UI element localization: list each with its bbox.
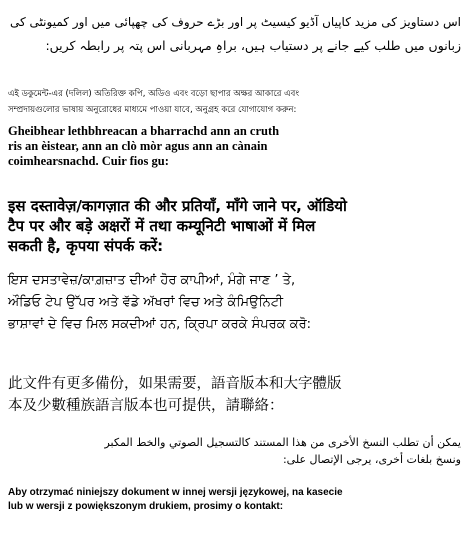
punjabi-line: ਔਡਿਓ ਟੇਪ ਉੱਪਰ ਅਤੇ ਵੱਡੇ ਅੱਖਰਾਂ ਵਿਚ ਅਤੇ ਕੰਮਿਉਨਿਟੀ — [8, 295, 284, 310]
hindi-line: टैप पर और बड़े अक्षरों में तथा कम्यूनिटी भाषाओं में मिल — [8, 217, 316, 235]
bengali-line: সম্প্রদায়গুলোর ভাষায় অনুরোধের মাধ্যমে পাওয়া যাবে, অনুগ্রহ করে যোগাযোগ করুন: — [8, 105, 297, 115]
punjabi-paragraph — [8, 270, 461, 336]
bengali-line: এই ডকুমেন্ট-এর (দলিল) অতিরিক্ত কপি, অডিও এবং বড়ো ছাপার অক্ষর আকারে এবং — [8, 89, 299, 99]
urdu-line: اس دستاویز کی مزید کاپیاں آڈیو کیسیٹ پر اور بڑے حروف کی چھپائی میں اور کمیونٹی کی — [10, 15, 461, 29]
arabic-line: ونسخ بلغات أخرى، يرجى الإتصال على: — [282, 453, 461, 466]
chinese-line: 本及少數種族語言版本也可提供，請聯絡： — [8, 398, 284, 414]
punjabi-line: ਇਸ ਦਸਤਾਵੇਜ਼/ਕਾਗ਼ਜ਼ਾਤ ਦੀਆਂ ਹੋਰ ਕਾਪੀਆਂ, ਮੰਗੇ ਜਾਣ ’ ਤੇ, — [8, 273, 296, 288]
urdu-paragraph — [8, 10, 461, 62]
gaelic-line: coimhearsnachd. Cuir fios gu: — [8, 154, 169, 168]
gaelic-line: ris an èistear, ann an clò mòr agus ann an cànain — [8, 139, 268, 153]
urdu-line: زبانوں میں طلب کیے جانے پر دستیاب ہیں، براہِ مہربانی اس پتہ پر رابطہ کریں: — [45, 38, 461, 53]
hindi-line: इस दस्तावेज़/कागज़ात की और प्रतियाँ, माँगे जाने पर, ऑडियो — [8, 197, 347, 215]
arabic-line: يمكن أن تطلب النسخ الأخرى من هذا المستند كالتسجيل الصوتي والخط المكبر — [104, 436, 461, 449]
bengali-paragraph — [8, 86, 461, 118]
gaelic-paragraph — [8, 124, 461, 169]
chinese-line: 此文件有更多備份，如果需要，語音版本和大字體版 — [8, 376, 342, 392]
chinese-paragraph — [8, 373, 461, 417]
arabic-paragraph — [8, 434, 461, 468]
polish-line: lub w wersji z powiększonym drukiem, prosimy o kontakt: — [8, 501, 284, 512]
hindi-line: सकती है, कृपया संपर्क करें: — [8, 237, 164, 255]
polish-line: Aby otrzymać niniejszy dokument w innej wersji językowej, na kasecie — [8, 487, 343, 498]
polish-paragraph — [8, 486, 461, 514]
hindi-paragraph — [8, 196, 461, 256]
punjabi-line: ਭਾਸ਼ਾਵਾਂ ਦੇ ਵਿਚ ਮਿਲ ਸਕਦੀਆਂ ਹਨ, ਕ੍ਰਿਪਾ ਕਰਕੇ ਸੰਪਰਕ ਕਰੋ: — [8, 317, 312, 332]
gaelic-line: Gheibhear lethbhreacan a bharrachd ann an cruth — [8, 124, 280, 138]
